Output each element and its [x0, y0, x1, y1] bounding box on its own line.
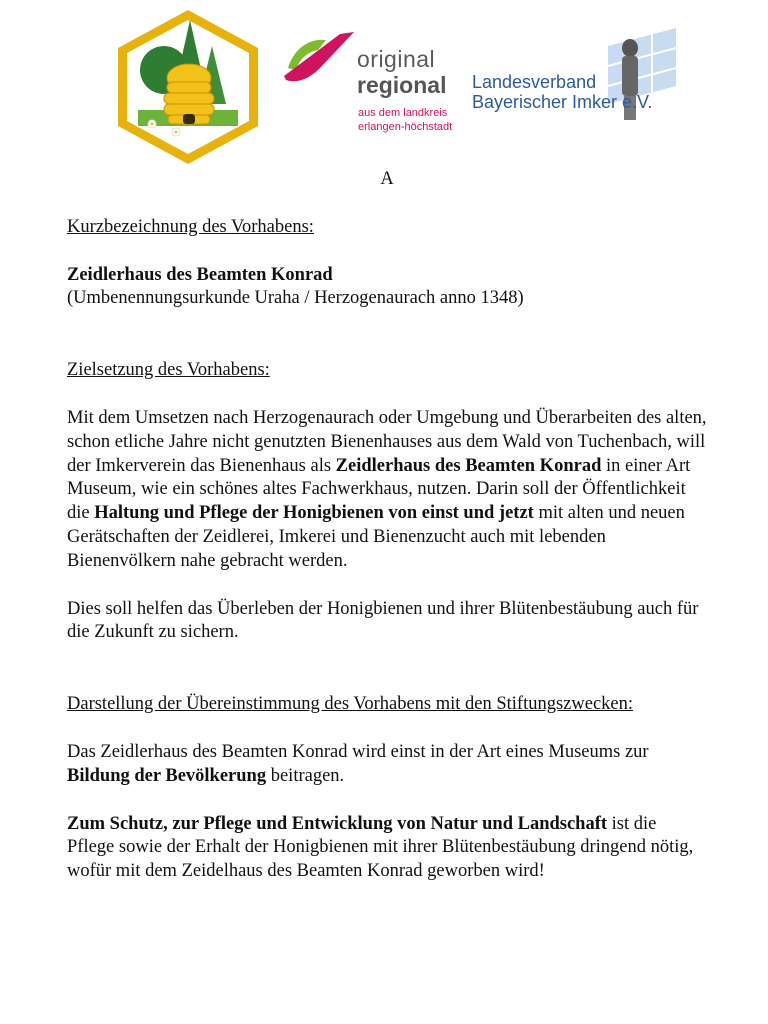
paragraph-bildung	[67, 741, 707, 789]
para3-text2: beitragen.	[266, 765, 345, 786]
landesverband-logo	[472, 32, 682, 142]
swoosh-icon	[280, 28, 360, 98]
paragraph-zielsetzung	[67, 407, 707, 574]
project-title	[67, 264, 707, 288]
paragraph-ueberleben: Dies soll helfen das Überleben der Honigbienen und ihrer Blütenbestäubung auch für die Zukunft zu sichern.	[67, 598, 699, 643]
imkerverein-logo	[112, 6, 264, 168]
para1-text3: mit alten und neuen Gerätschaften der Zeidlerei, Imkerei und Bienenzucht auch mit lebenden Bienenvölkern nahe gebracht werden.	[67, 503, 685, 571]
paragraph-naturschutz	[67, 813, 707, 884]
para1-text2: in einer Art Museum, wie ein schönes altes Fachwerkhaus, nutzen. Darin soll der Öffentlichkeit die	[67, 455, 691, 524]
heading-stiftungszwecke: Darstellung der Übereinstimmung des Vorhabens mit den Stiftungszwecken:	[67, 694, 634, 715]
para1-bold1: Zeidlerhaus des Beamten Konrad	[335, 455, 602, 476]
logo-text-original: original	[357, 46, 436, 72]
heading-kurzbezeichnung: Kurzbezeichnung des Vorhabens:	[67, 216, 314, 237]
logo-text-region-line2: erlangen-höchstadt	[358, 121, 453, 133]
para3-text1: Das Zeidlerhaus des Beamten Konrad wird einst in der Art eines Museums zur	[67, 741, 649, 762]
landesverband-text	[472, 72, 652, 112]
header-logos	[0, 0, 768, 170]
logo-text-region-line1: aus dem landkreis	[358, 107, 448, 119]
project-subtitle: (Umbenennungsurkunde Uraha / Herzogenaurach anno 1348)	[67, 288, 524, 309]
para1-text1: Mit dem Umsetzen nach Herzogenaurach oder Umgebung und Überarbeiten des alten, schon etliche Jahre nicht genutzten Bienenhauses aus dem Wald von Tuchenbach, will der Imkerverein das Bienenhaus als	[67, 407, 707, 476]
logo-text-region	[358, 106, 452, 134]
landesverband-line1: Landesverband	[472, 72, 597, 92]
document-body	[67, 168, 707, 884]
para3-bold1: Bildung der Bevölkerung	[67, 765, 267, 786]
para4-bold1: Zum Schutz, zur Pflege und Entwicklung von Natur und Landschaft	[67, 813, 608, 834]
beehive-icon	[112, 6, 264, 168]
para1-bold2: Haltung und Pflege der Honigbienen von einst und jetzt	[94, 503, 534, 524]
landesverband-line2: Bayerischer Imker e.V.	[472, 92, 653, 112]
project-title-bold: Zeidlerhaus des Beamten Konrad	[67, 264, 333, 285]
heading-zielsetzung: Zielsetzung des Vorhabens:	[67, 360, 270, 381]
para4-text1: ist die Pflege sowie der Erhalt der Honigbienen mit ihrer Blütenbestäubung dringend nötig, wofür mit dem Zeidelhaus des Beamten Konrad geworben wird!	[67, 813, 694, 882]
section-marker: A	[380, 169, 394, 189]
logo-text-regional: regional	[357, 72, 447, 98]
original-regional-logo	[280, 28, 460, 148]
